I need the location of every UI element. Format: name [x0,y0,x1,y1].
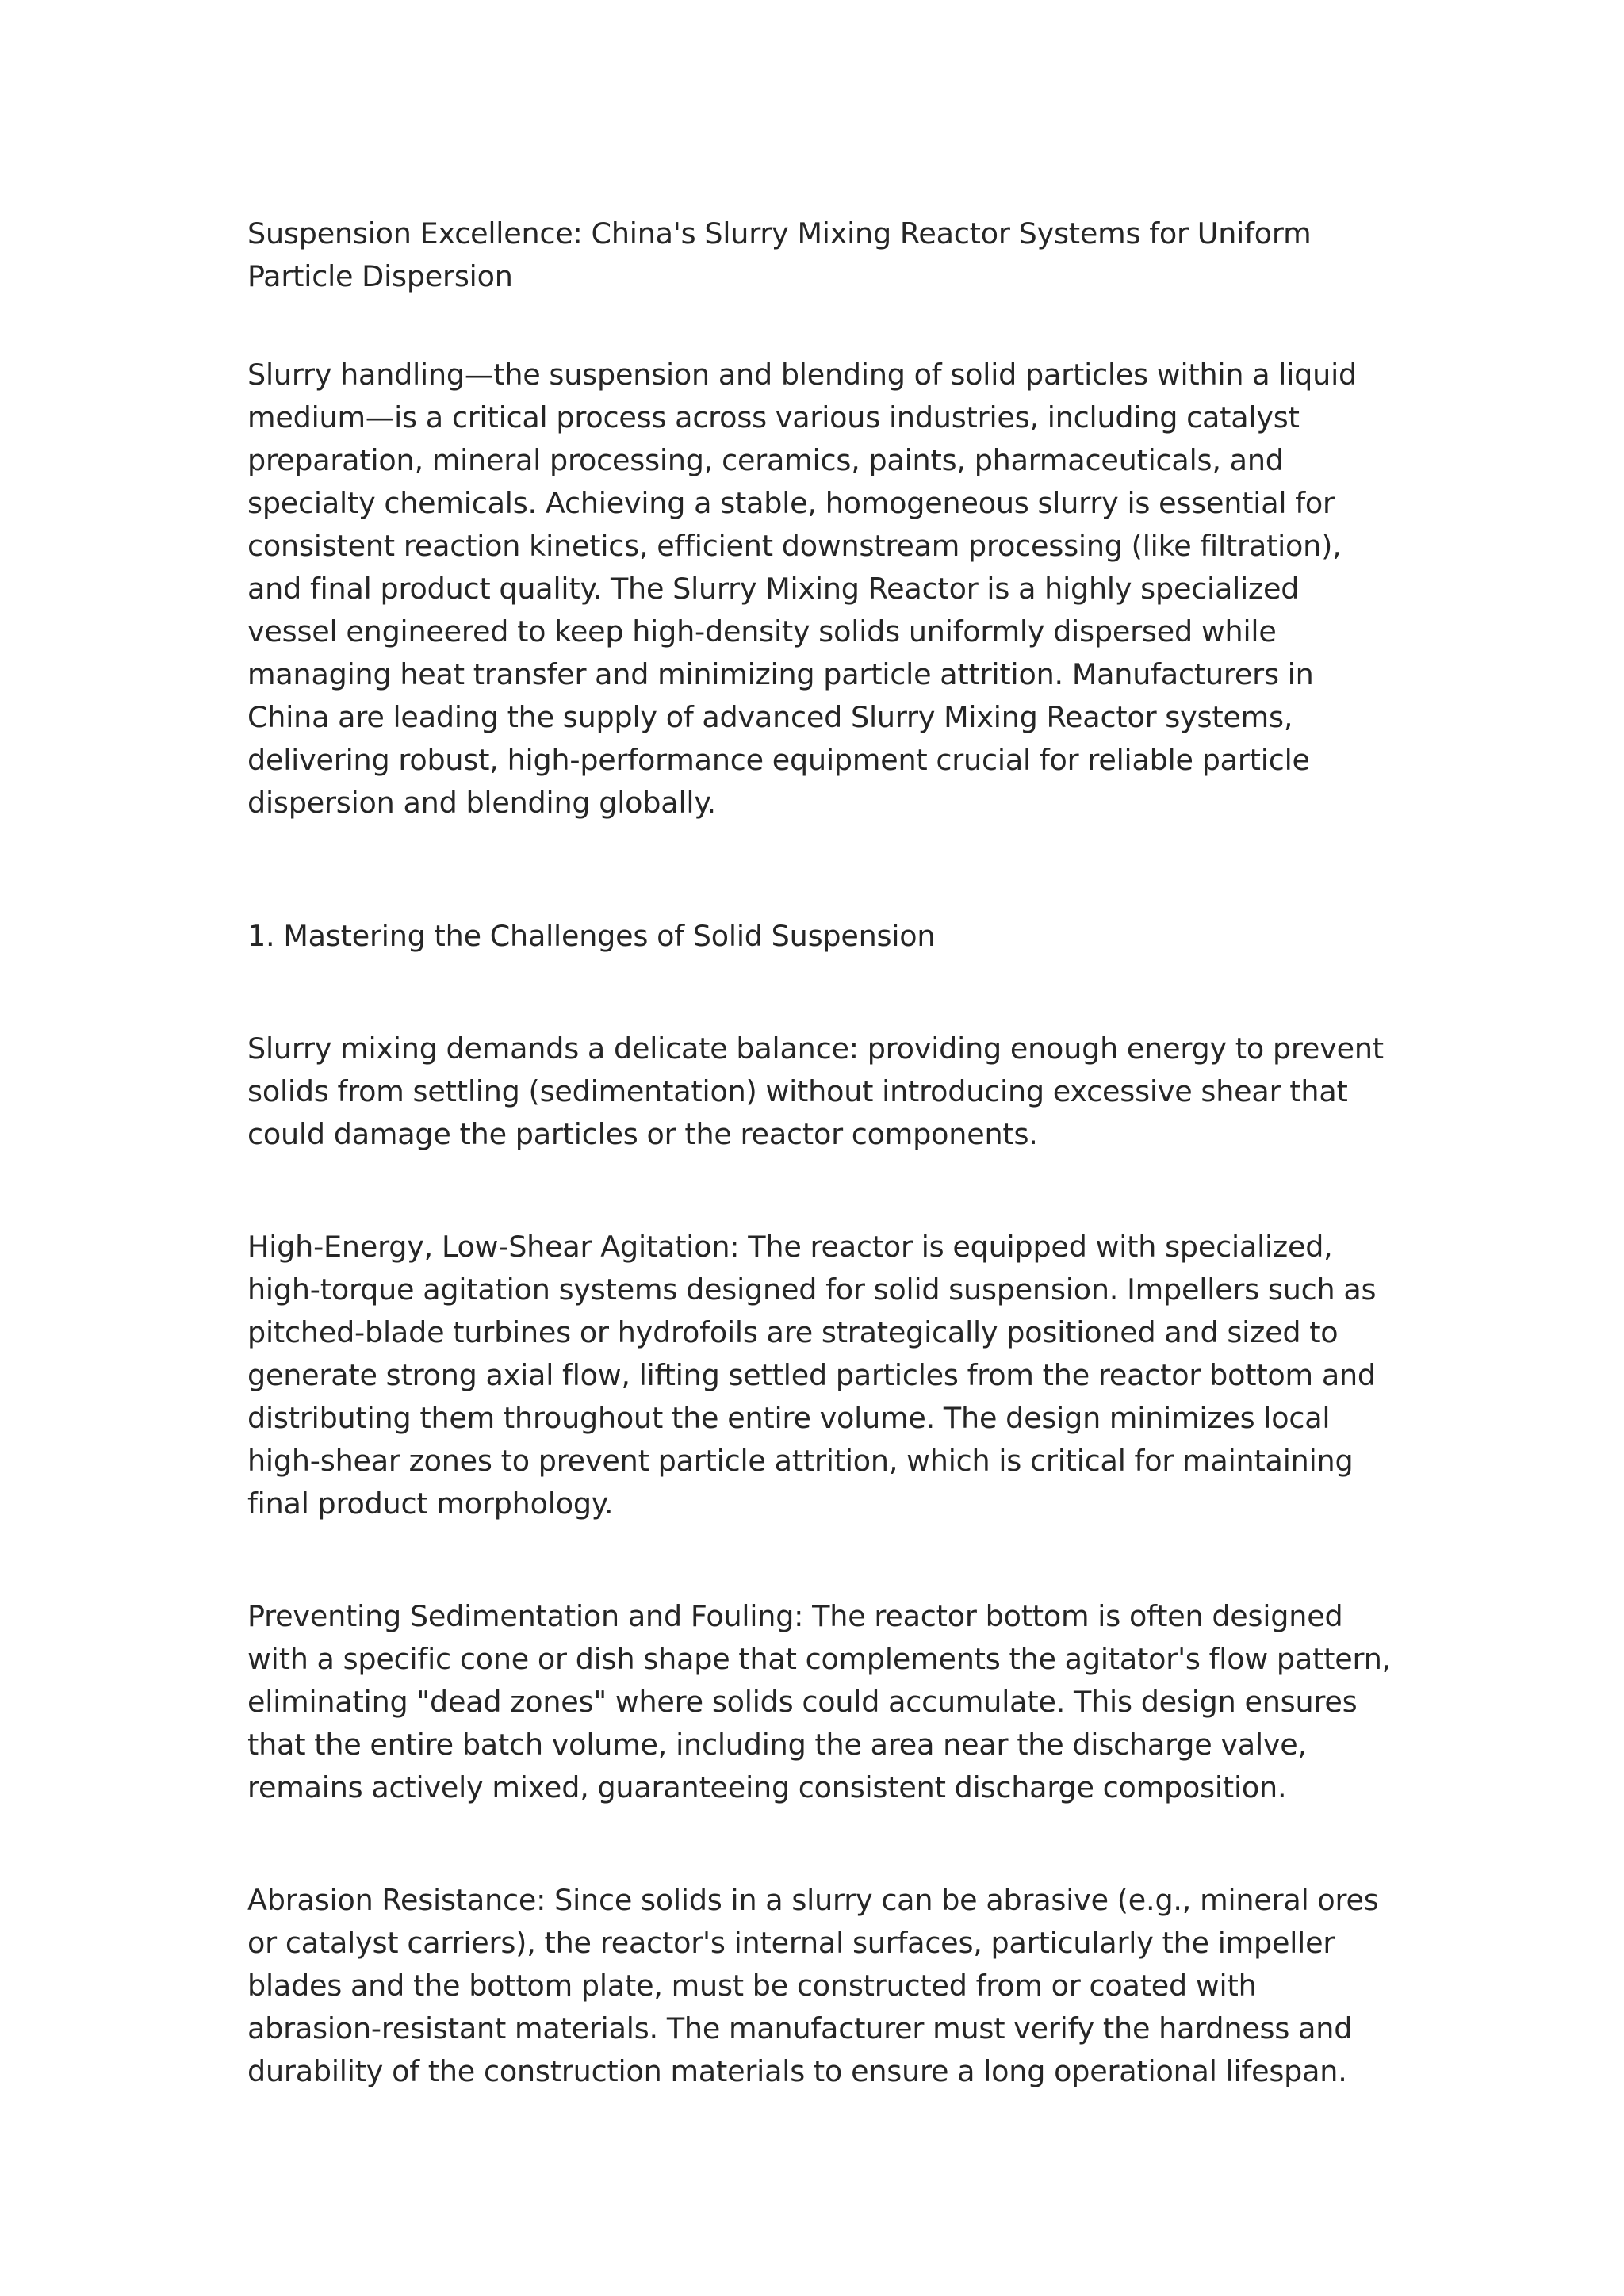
sedimentation-paragraph: Preventing Sedimentation and Fouling: The reactor bottom is often designed with a specific cone or dish shape that complements the agitator's flow pattern, eliminating "dead zones" where solids could accumulate. This design ensures that the entire batch volume, including the area near the discharge valve, remains actively mixed, guaranteeing consistent discharge composition. [247,1599,1392,1804]
section-heading: 1. Mastering the Challenges of Solid Suspension [247,919,936,953]
document-body [247,212,1396,2163]
document-title: Suspension Excellence: China's Slurry Mixing Reactor Systems for Uniform Particle Dispersion [247,216,1312,293]
abrasion-paragraph: Abrasion Resistance: Since solids in a slurry can be abrasive (e.g., mineral ores or catalyst carriers), the reactor's internal surfaces, particularly the impeller blades and the bottom plate, must be constructed from or coated with abrasion-resistant materials. The manufacturer must verify the hardness and durability of the construction materials to ensure a long operational lifespan. [247,1883,1379,2088]
agitation-paragraph: High-Energy, Low-Shear Agitation: The reactor is equipped with specialized, high-torque agitation systems designed for solid suspension. Impellers such as pitched-blade turbines or hydrofoils are strategically positioned and sized to generate strong axial flow, lifting settled particles from the reactor bottom and distributing them throughout the entire volume. The design minimizes local high-shear zones to prevent particle attrition, which is critical for maintaining final product morphology. [247,1230,1377,1521]
section-intro-paragraph: Slurry mixing demands a delicate balance: providing enough energy to prevent solids from settling (sedimentation) without introducing excessive shear that could damage the particles or the reactor components. [247,1031,1384,1151]
intro-paragraph: Slurry handling—the suspension and blending of solid particles within a liquid medium—is a critical process across various industries, including catalyst preparation, mineral processing, ceramics, paints, pharmaceuticals, and specialty chemicals. Achieving a stable, homogeneous slurry is essential for consistent reaction kinetics, efficient downstream processing (like filtration), and final product quality. The Slurry Mixing Reactor is a highly specialized vessel engineered to keep high-density solids uniformly dispersed while managing heat transfer and minimizing particle attrition. Manufacturers in China are leading the supply of advanced Slurry Mixing Reactor systems, delivering robust, high-performance equipment crucial for reliable particle dispersion and blending globally. [247,358,1357,820]
